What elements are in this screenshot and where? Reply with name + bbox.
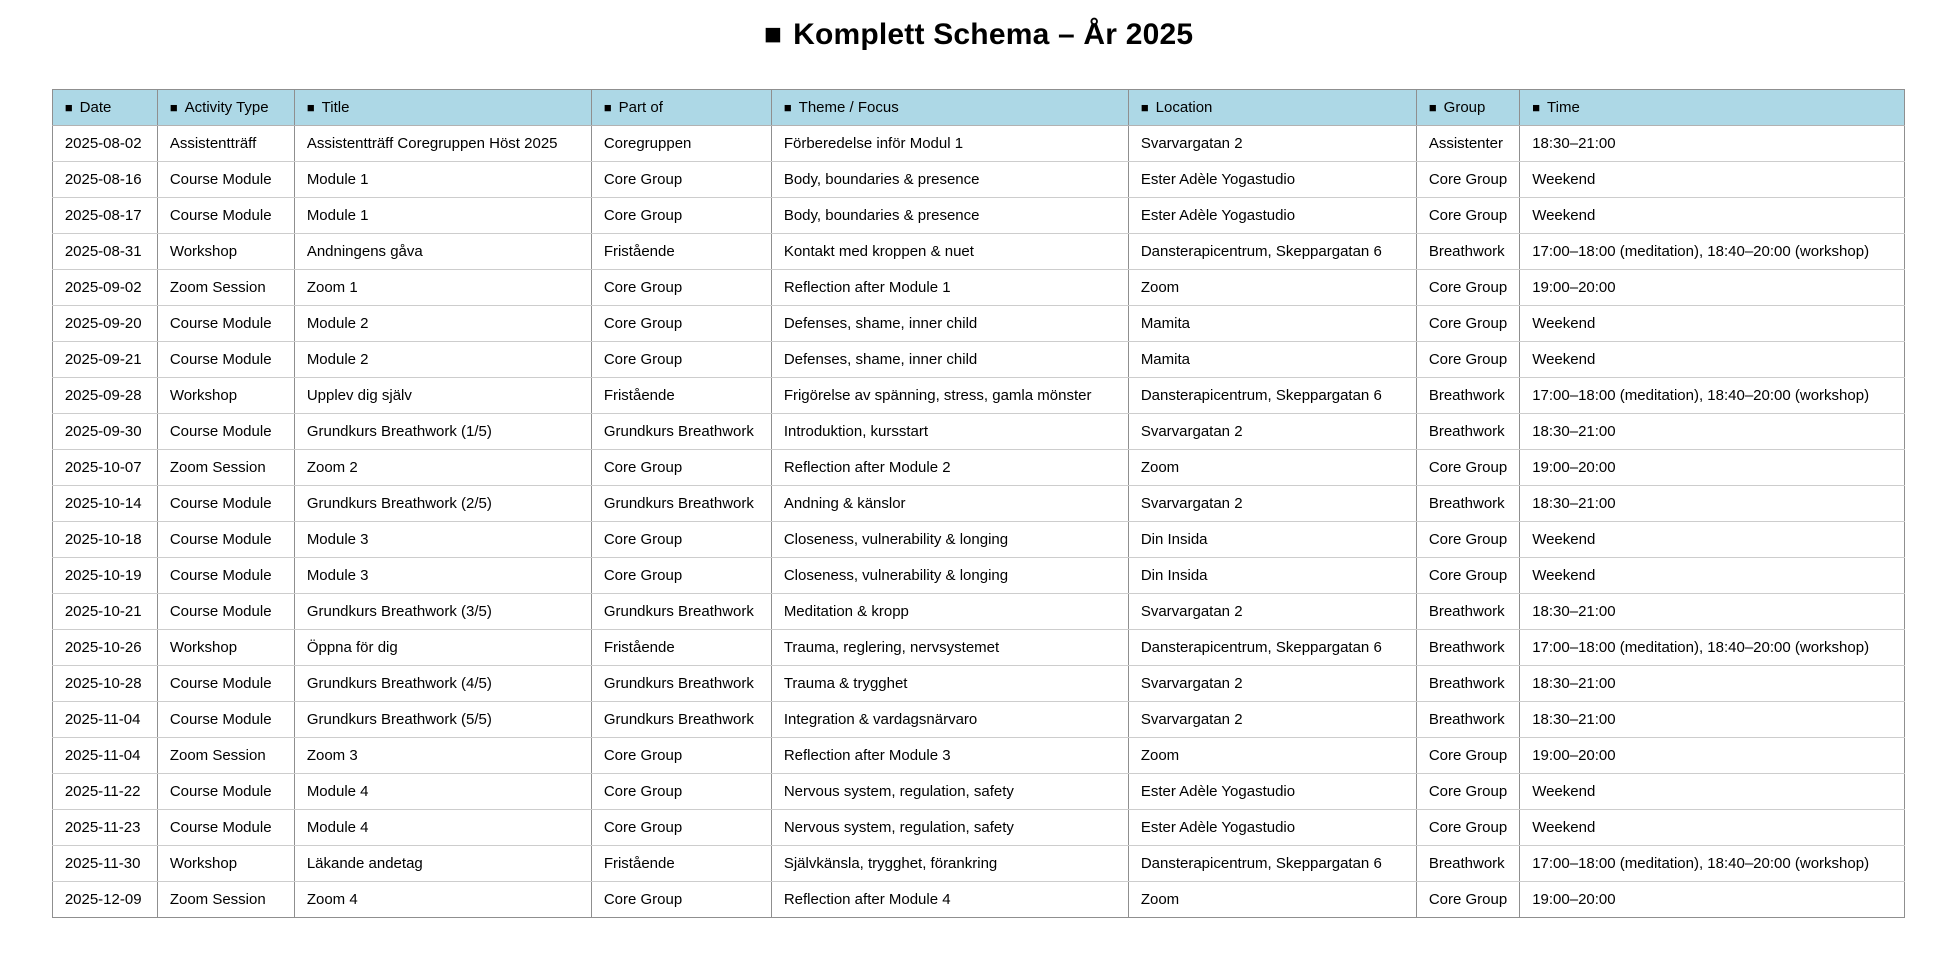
cell-theme-focus: Reflection after Module 3 [771, 738, 1128, 774]
column-header-group [1416, 90, 1519, 126]
cell-title: Module 3 [294, 558, 591, 594]
table-row [52, 594, 1904, 630]
cell-date: 2025-08-17 [52, 198, 157, 234]
cell-time: 17:00–18:00 (meditation), 18:40–20:00 (workshop) [1520, 378, 1905, 414]
cell-time: 19:00–20:00 [1520, 738, 1905, 774]
cell-theme-focus: Trauma, reglering, nervsystemet [771, 630, 1128, 666]
column-header-date [52, 90, 157, 126]
cell-activity-type: Zoom Session [157, 882, 294, 918]
cell-date: 2025-10-28 [52, 666, 157, 702]
cell-activity-type: Course Module [157, 198, 294, 234]
table-row [52, 630, 1904, 666]
cell-theme-focus: Reflection after Module 4 [771, 882, 1128, 918]
table-row [52, 306, 1904, 342]
cell-time: Weekend [1520, 558, 1905, 594]
cell-theme-focus: Kontakt med kroppen & nuet [771, 234, 1128, 270]
cell-time: 19:00–20:00 [1520, 270, 1905, 306]
cell-theme-focus: Defenses, shame, inner child [771, 342, 1128, 378]
cell-theme-focus: Frigörelse av spänning, stress, gamla mönster [771, 378, 1128, 414]
column-header-label: Activity Type [184, 99, 269, 116]
column-header-location [1128, 90, 1416, 126]
cell-location: Dansterapicentrum, Skeppargatan 6 [1128, 630, 1416, 666]
cell-date: 2025-09-30 [52, 414, 157, 450]
cell-part-of: Grundkurs Breathwork [591, 414, 771, 450]
cell-part-of: Core Group [591, 342, 771, 378]
cell-location: Dansterapicentrum, Skeppargatan 6 [1128, 234, 1416, 270]
table-row [52, 342, 1904, 378]
cell-time: Weekend [1520, 198, 1905, 234]
table-row [52, 270, 1904, 306]
cell-activity-type: Zoom Session [157, 270, 294, 306]
cell-title: Module 4 [294, 810, 591, 846]
cell-location: Svarvargatan 2 [1128, 702, 1416, 738]
cell-group: Core Group [1416, 162, 1519, 198]
cell-activity-type: Course Module [157, 162, 294, 198]
cell-time: 18:30–21:00 [1520, 126, 1905, 162]
header-square-icon: ■ [1428, 100, 1437, 115]
cell-title: Module 4 [294, 774, 591, 810]
cell-activity-type: Course Module [157, 594, 294, 630]
cell-group: Breathwork [1416, 486, 1519, 522]
cell-theme-focus: Nervous system, regulation, safety [771, 810, 1128, 846]
cell-location: Zoom [1128, 450, 1416, 486]
cell-activity-type: Zoom Session [157, 738, 294, 774]
cell-group: Core Group [1416, 342, 1519, 378]
cell-activity-type: Course Module [157, 810, 294, 846]
cell-activity-type: Course Module [157, 306, 294, 342]
cell-theme-focus: Closeness, vulnerability & longing [771, 522, 1128, 558]
cell-group: Core Group [1416, 198, 1519, 234]
cell-time: 19:00–20:00 [1532, 891, 1616, 908]
cell-part-of: Coregruppen [591, 126, 771, 162]
table-row [52, 666, 1904, 702]
cell-theme-focus: Meditation & kropp [771, 594, 1128, 630]
cell-title: Assistentträff Coregruppen Höst 2025 [294, 126, 591, 162]
cell-title: Module 1 [294, 162, 591, 198]
table-row [52, 846, 1904, 882]
header-square-icon: ■ [1140, 100, 1149, 115]
cell-group: Breathwork [1416, 594, 1519, 630]
column-header-label: Part of [618, 99, 663, 116]
table-row [52, 810, 1904, 846]
column-header-label: Group [1443, 99, 1486, 116]
cell-location: Svarvargatan 2 [1128, 486, 1416, 522]
cell-activity-type: Course Module [157, 342, 294, 378]
cell-theme-focus: Förberedelse inför Modul 1 [771, 126, 1128, 162]
table-row [52, 378, 1904, 414]
cell-date: 2025-12-09 [52, 882, 157, 918]
page-title [0, 17, 1957, 53]
column-header-label: Date [79, 99, 112, 116]
table-row [52, 450, 1904, 486]
cell-time: 17:00–18:00 (meditation), 18:40–20:00 (workshop) [1520, 234, 1905, 270]
cell-location: Ester Adèle Yogastudio [1128, 810, 1416, 846]
cell-date: 2025-11-22 [52, 774, 157, 810]
column-header-time [1520, 90, 1905, 126]
cell-title: Andningens gåva [294, 234, 591, 270]
cell-date: 2025-10-26 [52, 630, 157, 666]
cell-theme-focus: Reflection after Module 1 [771, 270, 1128, 306]
cell-date: 2025-11-04 [52, 738, 157, 774]
cell-date: 2025-08-02 [52, 126, 157, 162]
cell-part-of: Fristående [591, 846, 771, 882]
table-row [52, 234, 1904, 270]
cell-location: Ester Adèle Yogastudio [1128, 774, 1416, 810]
cell-theme-focus: Andning & känslor [771, 486, 1128, 522]
table-header-row [52, 90, 1904, 126]
table-row [52, 486, 1904, 522]
cell-location: Ester Adèle Yogastudio [1128, 198, 1416, 234]
header-square-icon: ■ [64, 100, 73, 115]
cell-activity-type: Workshop [157, 234, 294, 270]
cell-time: 17:00–18:00 (meditation), 18:40–20:00 (workshop) [1520, 630, 1905, 666]
cell-time: Weekend [1520, 810, 1905, 846]
cell-location: Svarvargatan 2 [1128, 126, 1416, 162]
cell-activity-type: Workshop [157, 630, 294, 666]
cell-group: Breathwork [1416, 414, 1519, 450]
cell-title: Grundkurs Breathwork (2/5) [294, 486, 591, 522]
cell-location: Mamita [1128, 342, 1416, 378]
cell-title: Läkande andetag [294, 846, 591, 882]
cell-group: Core Group [1416, 270, 1519, 306]
column-header-label: Time [1547, 99, 1580, 116]
cell-title: Grundkurs Breathwork (1/5) [294, 414, 591, 450]
cell-time: 18:30–21:00 [1520, 666, 1905, 702]
cell-group: Breathwork [1416, 702, 1519, 738]
cell-part-of: Grundkurs Breathwork [591, 702, 771, 738]
cell-title: Zoom 2 [294, 450, 591, 486]
cell-group: Breathwork [1416, 846, 1519, 882]
cell-title: Module 2 [294, 306, 591, 342]
cell-theme-focus: Body, boundaries & presence [771, 162, 1128, 198]
cell-activity-type: Course Module [157, 558, 294, 594]
header-square-icon: ■ [169, 100, 178, 115]
cell-activity-type: Course Module [157, 774, 294, 810]
cell-activity-type: Course Module [157, 522, 294, 558]
title-square-icon: ■ [763, 18, 783, 51]
cell-part-of: Grundkurs Breathwork [591, 486, 771, 522]
cell-title: Grundkurs Breathwork (4/5) [294, 666, 591, 702]
cell-location: Svarvargatan 2 [1128, 414, 1416, 450]
cell-part-of: Core Group [591, 558, 771, 594]
cell-date: 2025-08-31 [52, 234, 157, 270]
cell-title: Module 1 [294, 198, 591, 234]
cell-group: Core Group [1416, 558, 1519, 594]
cell-title: Zoom 3 [294, 738, 591, 774]
column-header-activity-type [157, 90, 294, 126]
cell-part-of: Core Group [591, 810, 771, 846]
cell-part-of: Core Group [591, 522, 771, 558]
table-row [52, 162, 1904, 198]
cell-date: 2025-10-18 [52, 522, 157, 558]
table-row [52, 198, 1904, 234]
table-row [52, 774, 1904, 810]
cell-theme-focus: Closeness, vulnerability & longing [771, 558, 1128, 594]
table-row [52, 882, 1904, 918]
cell-date: 2025-08-16 [52, 162, 157, 198]
cell-group: Breathwork [1416, 630, 1519, 666]
cell-part-of: Core Group [591, 162, 771, 198]
cell-activity-type: Assistentträff [157, 126, 294, 162]
cell-location: Svarvargatan 2 [1128, 594, 1416, 630]
cell-activity-type: Workshop [157, 378, 294, 414]
column-header-title [294, 90, 591, 126]
cell-part-of: Core Group [591, 198, 771, 234]
cell-time: 19:00–20:00 [1520, 450, 1905, 486]
cell-part-of: Fristående [591, 234, 771, 270]
cell-part-of: Fristående [591, 630, 771, 666]
cell-location: Zoom [1128, 270, 1416, 306]
cell-date: 2025-11-23 [52, 810, 157, 846]
cell-theme-focus: Body, boundaries & presence [771, 198, 1128, 234]
cell-time: Weekend [1520, 306, 1905, 342]
cell-activity-type: Course Module [157, 414, 294, 450]
cell-group: Breathwork [1416, 666, 1519, 702]
cell-title: Grundkurs Breathwork (5/5) [294, 702, 591, 738]
table-row [52, 522, 1904, 558]
column-header-label: Title [321, 99, 350, 116]
cell-title: Module 3 [294, 522, 591, 558]
cell-location: Ester Adèle Yogastudio [1128, 162, 1416, 198]
cell-title: Zoom 4 [294, 882, 591, 918]
header-square-icon: ■ [306, 100, 315, 115]
cell-location: Mamita [1128, 306, 1416, 342]
header-square-icon: ■ [783, 100, 792, 115]
cell-group: Core Group [1416, 450, 1519, 486]
column-header-part-of [591, 90, 771, 126]
cell-part-of: Grundkurs Breathwork [591, 666, 771, 702]
table-row [52, 702, 1904, 738]
cell-title: Grundkurs Breathwork (3/5) [294, 594, 591, 630]
cell-location: Svarvargatan 2 [1128, 666, 1416, 702]
schedule-table [52, 89, 1905, 918]
cell-theme-focus: Reflection after Module 2 [771, 450, 1128, 486]
cell-part-of: Core Group [591, 774, 771, 810]
cell-location: Zoom [1128, 738, 1416, 774]
cell-date: 2025-09-02 [52, 270, 157, 306]
cell-date: 2025-11-30 [52, 846, 157, 882]
column-header-label: Location [1155, 99, 1213, 116]
cell-date: 2025-10-19 [52, 558, 157, 594]
cell-group: Core Group [1416, 522, 1519, 558]
cell-title: Zoom 1 [294, 270, 591, 306]
cell-time: 18:30–21:00 [1520, 414, 1905, 450]
cell-date: 2025-10-14 [52, 486, 157, 522]
cell-location: Din Insida [1128, 558, 1416, 594]
cell-theme-focus: Självkänsla, trygghet, förankring [771, 846, 1128, 882]
cell-title: Module 2 [294, 342, 591, 378]
cell-group: Assistenter [1416, 126, 1519, 162]
cell-part-of: Core Group [591, 450, 771, 486]
cell-theme-focus: Trauma & trygghet [771, 666, 1128, 702]
table-row [52, 414, 1904, 450]
header-square-icon: ■ [1532, 100, 1541, 115]
cell-group: Core Group [1416, 774, 1519, 810]
cell-part-of: Core Group [591, 882, 771, 918]
cell-theme-focus: Introduktion, kursstart [771, 414, 1128, 450]
cell-date: 2025-09-20 [52, 306, 157, 342]
cell-location: Dansterapicentrum, Skeppargatan 6 [1128, 378, 1416, 414]
cell-theme-focus: Nervous system, regulation, safety [771, 774, 1128, 810]
cell-location: Din Insida [1128, 522, 1416, 558]
cell-part-of: Fristående [591, 378, 771, 414]
cell-time: Weekend [1520, 522, 1905, 558]
cell-time: Weekend [1520, 162, 1905, 198]
cell-theme-focus: Defenses, shame, inner child [771, 306, 1128, 342]
cell-group: Core Group [1416, 882, 1519, 918]
cell-activity-type: Course Module [157, 702, 294, 738]
cell-part-of: Core Group [591, 738, 771, 774]
cell-title: Öppna för dig [294, 630, 591, 666]
cell-part-of: Core Group [591, 306, 771, 342]
table-row [52, 558, 1904, 594]
column-header-theme-focus [771, 90, 1128, 126]
cell-date: 2025-11-04 [52, 702, 157, 738]
cell-date: 2025-09-21 [52, 342, 157, 378]
cell-theme-focus: Integration & vardagsnärvaro [771, 702, 1128, 738]
cell-date: 2025-10-07 [52, 450, 157, 486]
cell-date: 2025-09-28 [52, 378, 157, 414]
cell-group: Breathwork [1416, 234, 1519, 270]
cell-title: Upplev dig själv [294, 378, 591, 414]
table-row [52, 126, 1904, 162]
cell-location: Dansterapicentrum, Skeppargatan 6 [1128, 846, 1416, 882]
cell-activity-type: Course Module [157, 666, 294, 702]
cell-location: Zoom [1128, 882, 1416, 918]
cell-time: 18:30–21:00 [1520, 594, 1905, 630]
cell-time: 17:00–18:00 (meditation), 18:40–20:00 (workshop) [1520, 846, 1905, 882]
cell-group: Breathwork [1416, 378, 1519, 414]
cell-date: 2025-10-21 [52, 594, 157, 630]
cell-time: Weekend [1520, 774, 1905, 810]
page-title-text: Komplett Schema – År 2025 [793, 18, 1194, 51]
cell-time: 18:30–21:00 [1520, 702, 1905, 738]
cell-part-of: Grundkurs Breathwork [591, 594, 771, 630]
cell-activity-type: Course Module [157, 486, 294, 522]
cell-group: Core Group [1416, 738, 1519, 774]
table-row [52, 738, 1904, 774]
cell-activity-type: Zoom Session [157, 450, 294, 486]
column-header-label: Theme / Focus [798, 99, 899, 116]
cell-time: 18:30–21:00 [1520, 486, 1905, 522]
cell-time: Weekend [1520, 342, 1905, 378]
cell-activity-type: Workshop [157, 846, 294, 882]
cell-part-of: Core Group [591, 270, 771, 306]
header-square-icon: ■ [603, 100, 612, 115]
cell-group: Core Group [1416, 810, 1519, 846]
cell-group: Core Group [1416, 306, 1519, 342]
